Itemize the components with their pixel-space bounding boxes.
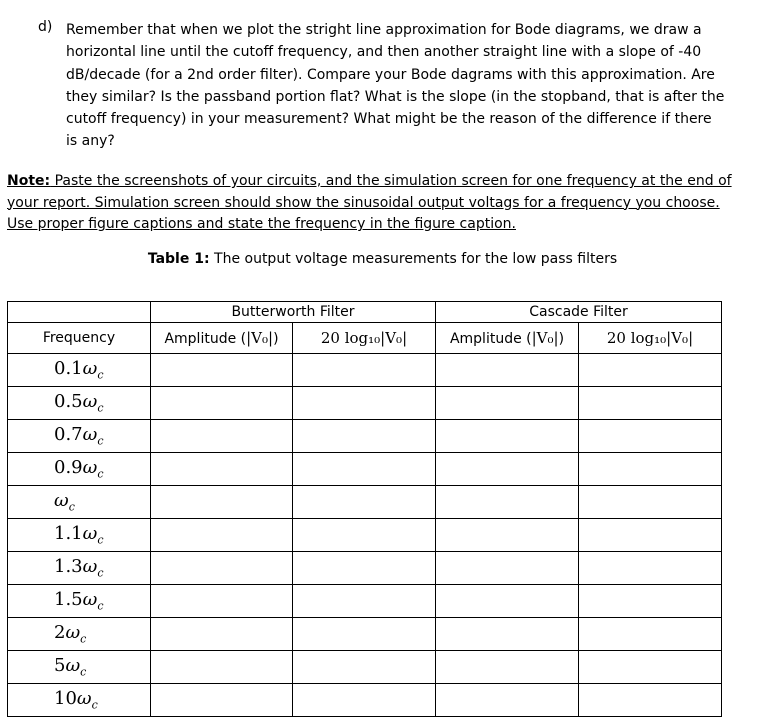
measurement-cell[interactable] <box>293 420 436 453</box>
measurement-cell[interactable] <box>579 453 722 486</box>
measurement-cell[interactable] <box>293 618 436 651</box>
frequency-cell <box>8 486 151 519</box>
frequency-cell <box>8 684 151 717</box>
frequency-multiplier: 1.3 <box>54 556 83 578</box>
measurement-cell[interactable] <box>436 519 579 552</box>
omega-subscript: c <box>97 599 104 613</box>
omega-symbol: ω <box>82 391 98 413</box>
question-text: Remember that when we plot the stright line approximation for Bode diagrams, we draw a horizontal line until the cutoff frequency, and then another straight line with a slope of -40 dB/decade (for a 2nd order filter). Compare your Bode dagrams with this approximation. Are they similar? Is the passband portion flat? What is the slope (in the stopband, that is after the cutoff frequency) in your measurement? What might be the reason of the difference if there is any? <box>66 22 725 150</box>
measurement-cell[interactable] <box>151 354 293 387</box>
table-row <box>8 618 722 651</box>
cascade-db-header: 20 log₁₀|V₀| <box>579 323 722 354</box>
table-row <box>8 420 722 453</box>
measurement-cell[interactable] <box>436 552 579 585</box>
measurement-cell[interactable] <box>579 684 722 717</box>
table-caption <box>0 251 765 267</box>
measurement-cell[interactable] <box>436 684 579 717</box>
caption-label: Table 1: <box>147 251 210 267</box>
note-text: Paste the screenshots of your circuits, and the simulation screen for one frequency at the end of your report. Simulation screen should show the sinusoidal output voltags for a frequency you choose. Use proper figure captions and state the frequency in the figure caption. <box>7 173 732 232</box>
note-label: Note: <box>7 173 51 189</box>
table-row <box>8 453 722 486</box>
frequency-cell <box>8 387 151 420</box>
table-row <box>8 684 722 717</box>
measurement-cell[interactable] <box>436 651 579 684</box>
measurement-cell[interactable] <box>151 453 293 486</box>
measurement-cell[interactable] <box>151 519 293 552</box>
measurement-cell[interactable] <box>151 684 293 717</box>
frequency-multiplier: 0.9 <box>54 457 83 479</box>
question-label: d) <box>38 19 53 35</box>
frequency-cell <box>8 585 151 618</box>
frequency-multiplier: 5 <box>54 655 66 677</box>
frequency-multiplier: 0.1 <box>54 358 83 380</box>
omega-subscript: c <box>80 665 87 679</box>
measurement-cell[interactable] <box>293 684 436 717</box>
omega-symbol: ω <box>76 688 92 710</box>
omega-subscript: c <box>91 698 98 712</box>
table-row <box>8 486 722 519</box>
butterworth-header: Butterworth Filter <box>151 302 436 323</box>
frequency-cell <box>8 618 151 651</box>
cascade-header: Cascade Filter <box>436 302 722 323</box>
measurement-cell[interactable] <box>579 519 722 552</box>
caption-text: The output voltage measurements for the low pass filters <box>209 251 618 267</box>
measurement-cell[interactable] <box>151 552 293 585</box>
frequency-multiplier: 1.1 <box>54 523 83 545</box>
omega-symbol: ω <box>54 490 69 512</box>
omega-symbol: ω <box>65 655 81 677</box>
table-row <box>8 585 722 618</box>
amp-suffix: ) <box>558 331 565 347</box>
measurement-cell[interactable] <box>151 651 293 684</box>
frequency-cell <box>8 354 151 387</box>
omega-symbol: ω <box>65 622 81 644</box>
amp-prefix: Amplitude ( <box>449 331 532 347</box>
butterworth-amplitude-header <box>151 323 293 354</box>
omega-subscript: c <box>97 368 104 382</box>
table-row <box>8 651 722 684</box>
measurement-cell[interactable] <box>293 453 436 486</box>
omega-symbol: ω <box>82 523 98 545</box>
measurement-cell[interactable] <box>151 387 293 420</box>
measurement-cell[interactable] <box>436 354 579 387</box>
frequency-cell <box>8 420 151 453</box>
omega-symbol: ω <box>82 589 98 611</box>
measurement-cell[interactable] <box>151 618 293 651</box>
frequency-cell <box>8 651 151 684</box>
omega-symbol: ω <box>82 424 98 446</box>
measurement-cell[interactable] <box>436 420 579 453</box>
frequency-cell <box>8 453 151 486</box>
omega-subscript: c <box>97 467 104 481</box>
measurement-rows <box>8 354 722 717</box>
measurement-cell[interactable] <box>579 387 722 420</box>
note-paragraph <box>7 171 732 236</box>
measurement-cell[interactable] <box>579 420 722 453</box>
cascade-amplitude-header <box>436 323 579 354</box>
measurement-cell[interactable] <box>293 387 436 420</box>
measurement-cell[interactable] <box>436 387 579 420</box>
measurement-cell[interactable] <box>579 552 722 585</box>
measurement-cell[interactable] <box>436 486 579 519</box>
frequency-multiplier: 10 <box>54 688 77 710</box>
measurement-cell[interactable] <box>436 585 579 618</box>
measurement-cell[interactable] <box>293 651 436 684</box>
measurement-cell[interactable] <box>293 552 436 585</box>
measurement-cell[interactable] <box>579 651 722 684</box>
frequency-multiplier: 0.5 <box>54 391 83 413</box>
amp-symbol: |V₀| <box>246 329 274 347</box>
frequency-multiplier: 2 <box>54 622 66 644</box>
header-empty-cell <box>8 302 151 323</box>
table-row <box>8 354 722 387</box>
butterworth-db-header: 20 log₁₀|V₀| <box>293 323 436 354</box>
measurement-cell[interactable] <box>151 585 293 618</box>
omega-subscript: c <box>97 401 104 415</box>
frequency-cell <box>8 552 151 585</box>
measurement-cell[interactable] <box>436 453 579 486</box>
table-row <box>8 552 722 585</box>
omega-subscript: c <box>97 533 104 547</box>
measurement-cell[interactable] <box>579 354 722 387</box>
measurement-cell[interactable] <box>579 585 722 618</box>
omega-symbol: ω <box>82 358 98 380</box>
amp-suffix: ) <box>273 331 279 347</box>
measurement-cell[interactable] <box>293 354 436 387</box>
frequency-cell <box>8 519 151 552</box>
omega-subscript: c <box>97 434 104 448</box>
frequency-header: Frequency <box>8 323 151 354</box>
measurement-cell[interactable] <box>293 486 436 519</box>
measurement-cell[interactable] <box>293 585 436 618</box>
measurement-cell[interactable] <box>579 618 722 651</box>
measurement-cell[interactable] <box>436 618 579 651</box>
frequency-multiplier: 1.5 <box>54 589 83 611</box>
frequency-multiplier: 0.7 <box>54 424 83 446</box>
omega-subscript: c <box>80 632 87 646</box>
table-row <box>8 387 722 420</box>
measurement-cell[interactable] <box>293 519 436 552</box>
table-row <box>8 519 722 552</box>
measurement-cell[interactable] <box>151 420 293 453</box>
measurement-cell[interactable] <box>151 486 293 519</box>
amp-prefix: Amplitude ( <box>164 331 247 347</box>
omega-subscript: c <box>68 500 75 514</box>
measurement-cell[interactable] <box>579 486 722 519</box>
omega-symbol: ω <box>82 457 98 479</box>
amp-symbol: |V₀| <box>531 329 559 347</box>
measurement-table <box>7 301 722 717</box>
omega-subscript: c <box>97 566 104 580</box>
omega-symbol: ω <box>82 556 98 578</box>
